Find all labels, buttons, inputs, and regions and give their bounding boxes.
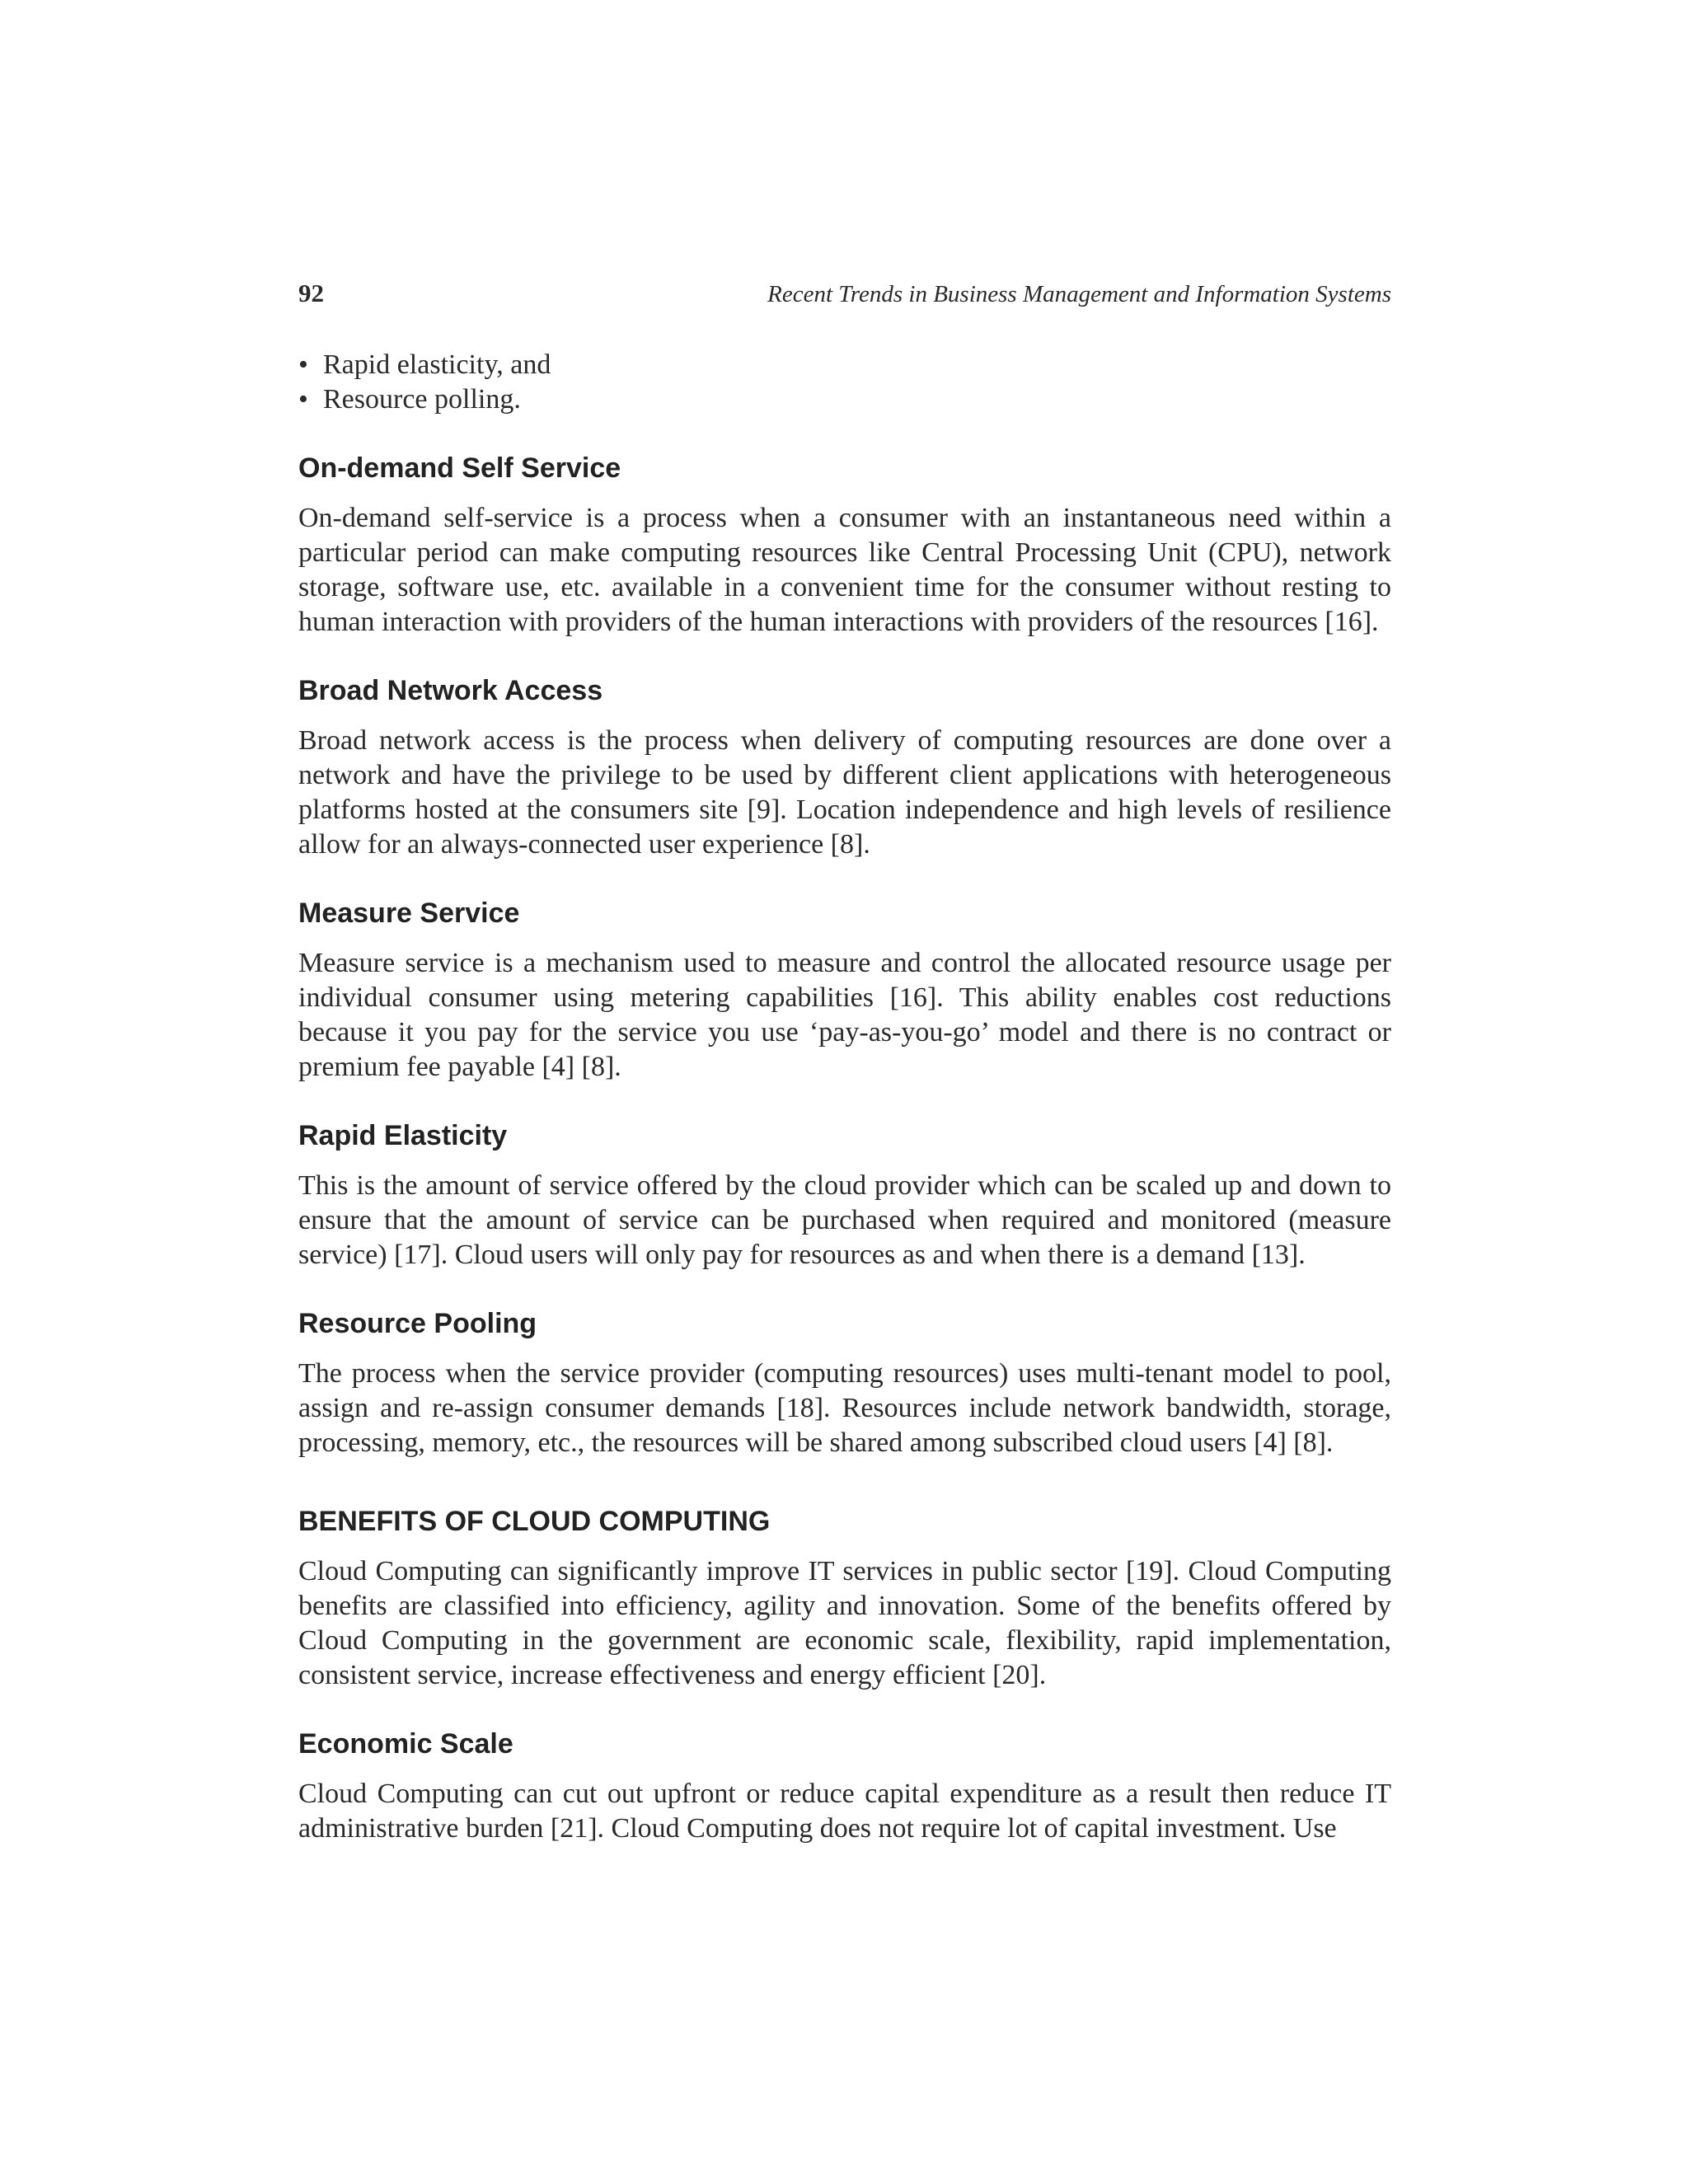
page-number: 92 — [298, 279, 324, 307]
section-heading-on-demand-self-service: On-demand Self Service — [298, 452, 621, 484]
list-item-text: Rapid elasticity, and — [323, 349, 551, 380]
bullet-list — [298, 348, 1391, 417]
section-heading-benefits: BENEFITS OF CLOUD COMPUTING — [298, 1506, 771, 1537]
section-heading-rapid-elasticity: Rapid Elasticity — [298, 1120, 508, 1151]
section-body-broad-network-access: Broad network access is the process when delivery of computing resources are done over a network and have the privilege to be used by different client applications with heterogeneous platforms hosted at the consumers site [9]. Location independence and high levels of resilience allow for an always-connected user experience [8]. — [298, 725, 1391, 860]
section-body-measure-service: Measure service is a mechanism used to measure and control the allocated resource usage per individual consumer using metering capabilities [16]. This ability enables cost reductions because it you pay for the service you use ‘pay-as-you-go’ model and there is no contract or premium fee payable [4] [8]. — [298, 948, 1391, 1082]
running-header — [298, 279, 1391, 308]
bullet-icon: • — [298, 349, 308, 380]
section-heading-economic-scale: Economic Scale — [298, 1728, 513, 1760]
section-body-benefits: Cloud Computing can significantly improve IT services in public sector [19]. Cloud Computing benefits are classified into efficiency, agility and innovation. Some of the benefits offered by Cloud Computing in the government are economic scale, flexibility, rapid implementation, consistent service, increase effectiveness and energy efficient [20]. — [298, 1556, 1391, 1690]
list-item — [298, 382, 1391, 417]
list-item-text: Resource polling. — [323, 384, 521, 415]
section-body-on-demand-self-service: On-demand self-service is a process when a consumer with an instantaneous need within a particular period can make computing resources like Central Processing Unit (CPU), network storage, software use, etc. available in a convenient time for the consumer without resting to human interaction with providers of the human interactions with providers of the resources [16]. — [298, 503, 1391, 637]
section-body-resource-pooling: The process when the service provider (computing resources) uses multi-tenant model to pool, assign and re-assign consumer demands [18]. Resources include network bandwidth, storage, processing, memory, etc., the resources will be shared among subscribed cloud users [4] [8]. — [298, 1358, 1391, 1458]
running-title: Recent Trends in Business Management and Information Systems — [767, 281, 1391, 307]
section-body-economic-scale: Cloud Computing can cut out upfront or reduce capital expenditure as a result then reduce IT administrative burden [21]. Cloud Computing does not require lot of capital investment. Use — [298, 1779, 1391, 1844]
section-heading-resource-pooling: Resource Pooling — [298, 1308, 537, 1339]
section-body-rapid-elasticity: This is the amount of service offered by the cloud provider which can be scaled up and down to ensure that the amount of service can be purchased when required and monitored (measure service) [17]. Cloud users will only pay for resources as and when there is a demand [13]. — [298, 1170, 1391, 1270]
document-page — [298, 279, 1391, 1846]
section-heading-measure-service: Measure Service — [298, 898, 520, 929]
section-heading-broad-network-access: Broad Network Access — [298, 675, 603, 706]
bullet-icon: • — [298, 384, 308, 415]
list-item — [298, 348, 1391, 382]
